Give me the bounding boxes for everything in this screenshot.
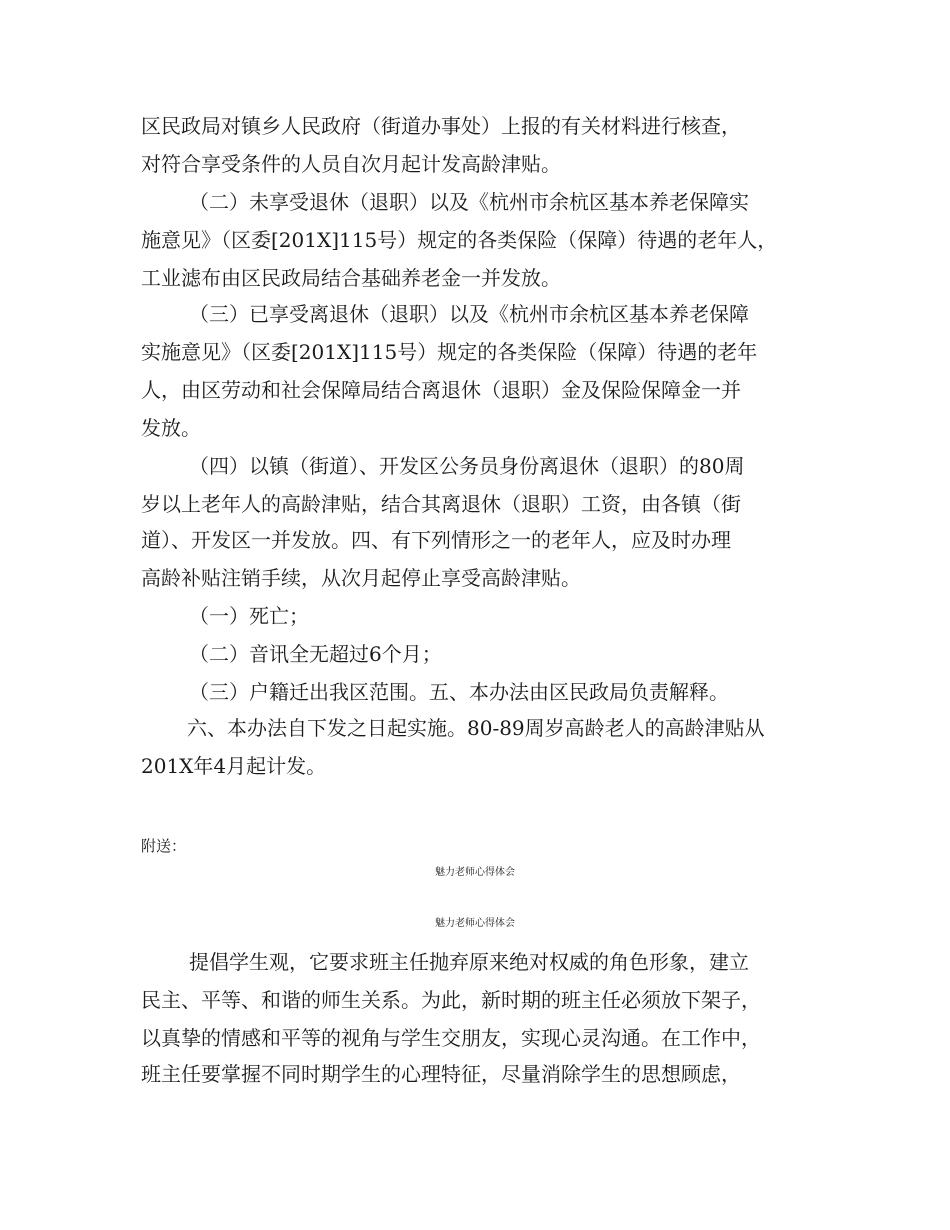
doc-line: （二）音讯全无超过6个月； [189, 642, 442, 666]
doc-line: 道）、开发区一并发放。四、有下列情形之一的老年人，应及时办理 [141, 528, 731, 552]
doc-line: （一）死亡； [189, 604, 309, 628]
doc-line: （三）已享受离退休（退职）以及《杭州市余杭区基本养老保障 [189, 302, 749, 326]
appendix-label: 附送： [141, 837, 187, 855]
doc-line: （二）未享受退休（退职）以及《杭州市余杭区基本养老保障实 [189, 190, 749, 214]
doc-line: 六、本办法自下发之日起实施。80-89周岁高龄老人的高龄津贴从 [187, 716, 765, 740]
essay-line: 提倡学生观，它要求班主任抛弃原来绝对权威的角色形象，建立 [189, 950, 749, 974]
appendix-title: 魅力老师心得体会 [435, 918, 515, 929]
doc-line: 对符合享受条件的人员自次月起计发高龄津贴。 [141, 152, 561, 176]
doc-line: 施意见》（区委[201X]115号）规定的各类保险（保障）待遇的老年人， [141, 228, 778, 252]
doc-line: 201X年4月起计发。 [141, 754, 327, 778]
essay-line: 班主任要掌握不同时期学生的心理特征，尽量消除学生的思想顾虑， [141, 1062, 741, 1086]
doc-line: 发放。 [141, 416, 201, 440]
appendix-small-title: 魅力老师心得体会 [435, 867, 515, 878]
doc-line: 岁以上老年人的高龄津贴，结合其离退休（退职）工资，由各镇（街 [141, 492, 741, 516]
doc-line: 区民政局对镇乡人民政府（街道办事处）上报的有关材料进行核查， [141, 114, 741, 138]
essay-line: 以真挚的情感和平等的视角与学生交朋友，实现心灵沟通。在工作中， [141, 1026, 761, 1050]
doc-line: （三）户籍迁出我区范围。五、本办法由区民政局负责解释。 [189, 680, 729, 704]
doc-line: 高龄补贴注销手续，从次月起停止享受高龄津贴。 [141, 566, 581, 590]
essay-line: 民主、平等、和谐的师生关系。为此，新时期的班主任必须放下架子， [141, 988, 761, 1012]
doc-line: （四）以镇（街道）、开发区公务员身份离退休（退职）的80周 [189, 454, 745, 478]
doc-line: 实施意见》（区委[201X]115号）规定的各类保险（保障）待遇的老年 [141, 340, 758, 364]
doc-line: 工业滤布由区民政局结合基础养老金一并发放。 [141, 266, 561, 290]
doc-line: 人，由区劳动和社会保障局结合离退休（退职）金及保险保障金一并 [141, 378, 741, 402]
